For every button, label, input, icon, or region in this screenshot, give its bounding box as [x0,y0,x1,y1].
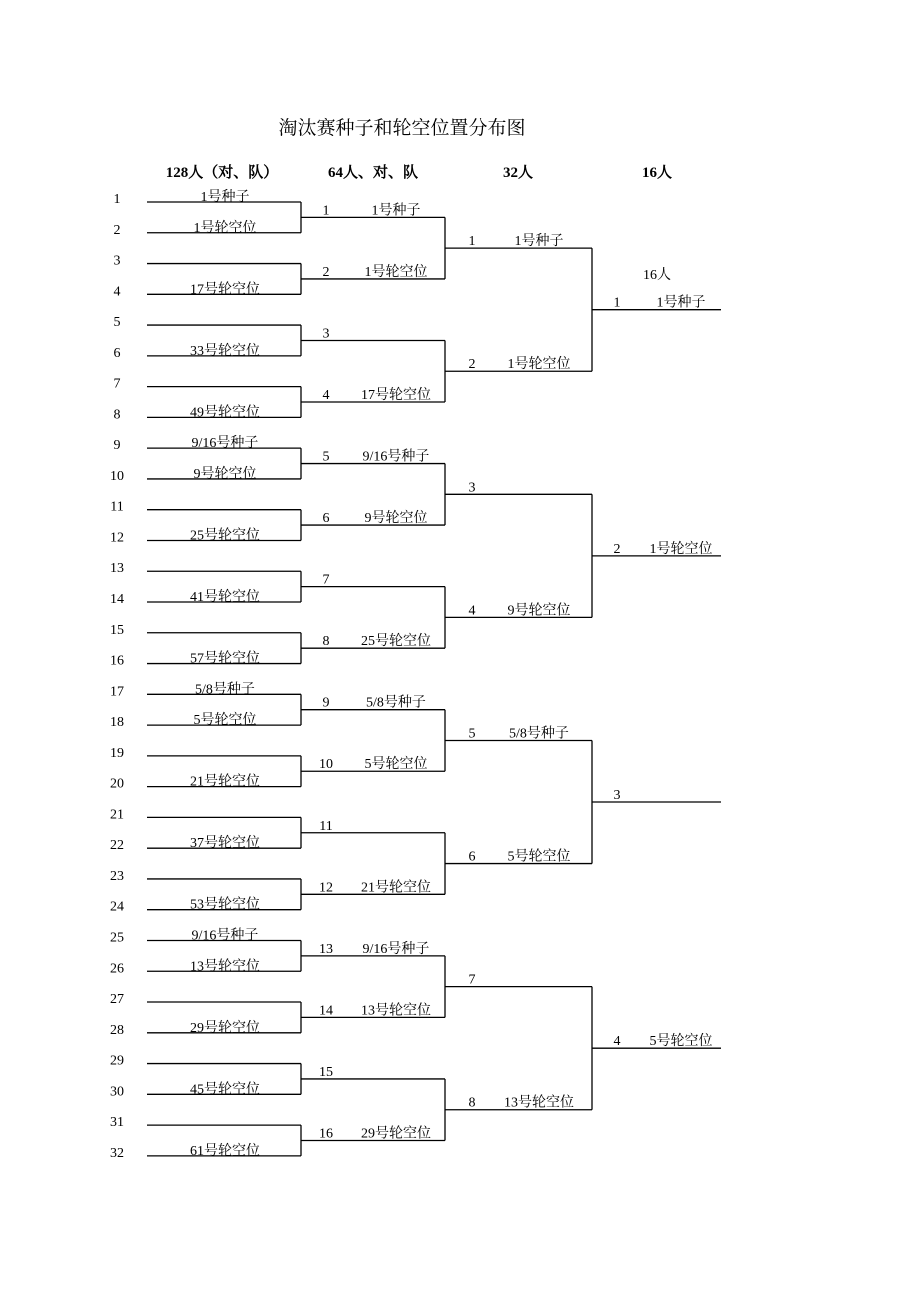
row-number: 27 [110,992,124,1008]
row-number: 2 [113,222,121,238]
round64-label: 5/8号种子 [366,695,426,711]
round32-number: 7 [468,972,476,988]
round64-label: 17号轮空位 [361,388,431,404]
row-number: 4 [113,284,121,300]
round32-number: 6 [468,849,476,865]
slot-label: 9/16号种子 [191,436,259,452]
row-number: 1 [113,192,121,207]
row-number: 28 [110,1022,124,1038]
row-number: 15 [110,622,124,638]
row-number: 19 [110,745,124,761]
round64-label: 9号轮空位 [364,511,428,527]
slot-label: 29号轮空位 [190,1020,260,1036]
slot-label: 5/8号种子 [195,682,255,698]
round64-label: 1号种子 [371,203,421,219]
slot-label: 49号轮空位 [190,405,260,421]
round64-label: 29号轮空位 [361,1126,431,1142]
row-number: 12 [110,530,124,546]
row-number: 14 [110,592,124,608]
slot-label: 17号轮空位 [190,282,260,298]
slot-label: 21号轮空位 [190,774,260,790]
row-number: 26 [110,961,124,977]
round64-number: 7 [322,572,330,588]
round64-number: 5 [322,449,330,465]
row-number: 25 [110,930,124,946]
round16-number: 4 [613,1034,621,1050]
header-32: 32人 [502,165,534,181]
round16-number: 1 [613,295,621,311]
round32-label: 5号轮空位 [507,849,571,865]
row-number: 29 [110,1053,124,1069]
round32-number: 1 [468,234,476,250]
round32-label: 1号种子 [514,234,564,250]
row-number: 8 [113,407,121,423]
row-number: 9 [113,438,121,454]
round64-number: 8 [322,634,330,650]
row-number: 21 [110,807,124,823]
round32-number: 4 [468,603,476,619]
round32-label: 9号轮空位 [507,603,571,619]
round64-number: 4 [322,388,330,404]
slot-label: 53号轮空位 [190,897,260,913]
slot-label: 57号轮空位 [190,651,260,667]
round64-number: 10 [319,757,333,773]
round64-number: 2 [322,264,330,280]
row-number: 23 [110,868,124,884]
page-title: 淘汰赛种子和轮空位置分布图 [278,118,526,139]
slot-label: 61号轮空位 [190,1143,260,1159]
round64-number: 13 [319,941,333,957]
bracket-labels [110,189,713,1161]
row-number: 11 [110,499,124,515]
round64-number: 6 [322,511,330,527]
row-number: 13 [110,561,124,577]
round16-label: 1号种子 [656,295,706,311]
row-number: 10 [110,468,124,484]
row-number: 17 [110,684,124,700]
slot-label: 37号轮空位 [190,836,260,852]
slot-label: 33号轮空位 [190,343,260,359]
round32-number: 2 [468,357,476,373]
header-16: 16人 [641,165,673,181]
round64-number: 11 [319,818,333,834]
round64-label: 9/16号种子 [362,449,430,465]
slot-label: 45号轮空位 [190,1082,260,1098]
round64-label: 5号轮空位 [364,757,428,773]
row-number: 24 [110,899,124,915]
row-number: 7 [113,376,121,392]
round16-number: 2 [613,541,621,557]
header-64: 64人、对、队 [327,165,419,181]
row-number: 6 [113,345,121,361]
row-number: 18 [110,715,124,731]
row-number: 31 [110,1115,124,1131]
round64-number: 1 [322,203,330,219]
slot-label: 13号轮空位 [190,959,260,975]
slot-label: 5号轮空位 [193,713,257,729]
round32-label: 5/8号种子 [509,726,569,742]
row-number: 22 [110,838,124,854]
slot-label: 9/16号种子 [191,928,259,944]
round64-number: 16 [319,1126,333,1142]
round32-label: 13号轮空位 [504,1095,574,1111]
row-number: 16 [110,653,124,669]
header-128: 128人（对、队） [165,165,279,181]
slot-label: 1号种子 [200,190,250,205]
round64-number: 14 [319,1003,333,1019]
row-number: 5 [113,315,121,331]
row-number: 30 [110,1084,124,1100]
round64-label: 1号轮空位 [364,264,428,280]
round64-label: 21号轮空位 [361,880,431,896]
round32-number: 5 [468,726,476,742]
round64-number: 12 [319,880,333,896]
round64-label: 25号轮空位 [361,634,431,650]
round16-number: 3 [613,788,621,804]
row-number: 32 [110,1145,124,1161]
slot-label: 41号轮空位 [190,590,260,606]
row-number: 20 [110,776,124,792]
round64-number: 3 [322,326,330,342]
round32-label: 1号轮空位 [507,357,571,373]
round16-label: 1号轮空位 [649,541,713,557]
round64-label: 13号轮空位 [361,1003,431,1019]
slot-label: 25号轮空位 [190,528,260,544]
slot-label: 1号轮空位 [193,220,257,236]
round64-label: 9/16号种子 [362,941,430,957]
round64-number: 9 [322,695,330,711]
round32-number: 8 [468,1095,476,1111]
extra-16-label: 16人 [643,268,671,283]
round32-number: 3 [468,480,476,496]
row-number: 3 [113,253,121,269]
slot-label: 9号轮空位 [193,466,257,482]
round64-number: 15 [319,1064,333,1080]
round16-label: 5号轮空位 [649,1034,713,1050]
